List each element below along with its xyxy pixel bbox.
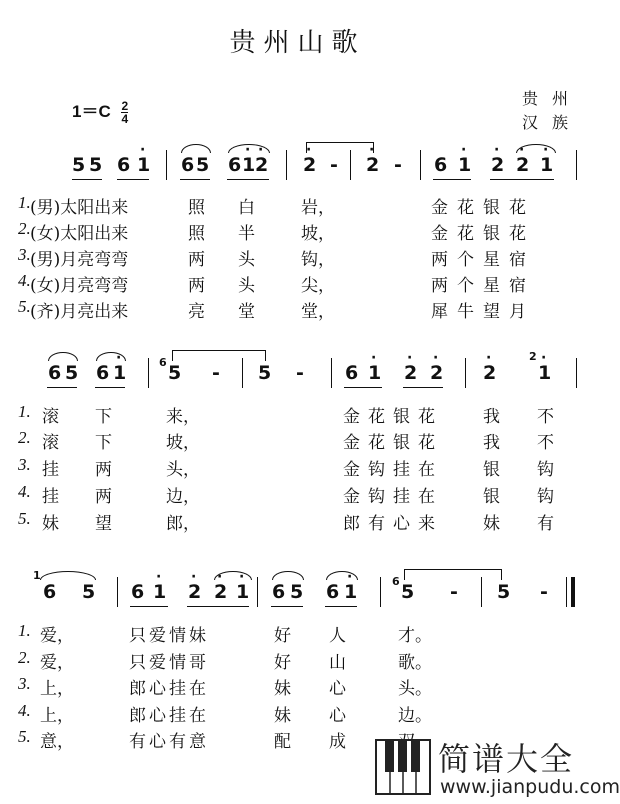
- verse-number: 4.: [18, 701, 31, 720]
- lyric: 滚: [42, 433, 59, 453]
- barline: [566, 577, 567, 607]
- lyric: 意，: [40, 732, 74, 752]
- lyric: 只爱情哥: [129, 653, 209, 673]
- lyric: 有: [537, 514, 554, 534]
- lyric: 妹: [42, 514, 59, 534]
- note: 2: [366, 154, 380, 176]
- stave-1: [0, 142, 595, 186]
- underline: [47, 387, 77, 388]
- lyric: 郎心挂在: [129, 706, 209, 726]
- lyric: 金钩挂在: [343, 487, 443, 507]
- note: -: [296, 362, 304, 384]
- tie: [172, 350, 266, 361]
- lyric: (男)月亮弯弯: [30, 250, 129, 270]
- lyric: 银: [483, 460, 500, 480]
- lyric: 照: [188, 198, 205, 218]
- grace-note: 2: [529, 350, 537, 363]
- verse-number: 3.: [18, 674, 31, 693]
- tie: [404, 569, 502, 580]
- high-dot: ·: [217, 569, 223, 585]
- lyric: 钩，: [301, 250, 335, 270]
- time-top: 2: [121, 99, 129, 114]
- verse-number: 1.: [18, 193, 31, 212]
- lyric: 金花银花: [343, 433, 443, 453]
- note: 2: [188, 581, 202, 603]
- lyric: 望: [95, 514, 112, 534]
- lyric: 照: [188, 224, 205, 244]
- lyric: 钩: [537, 487, 554, 507]
- note: 1: [242, 154, 256, 176]
- note: 2: [303, 154, 317, 176]
- verse-number: 5.: [18, 297, 31, 316]
- high-dot: ·: [486, 350, 492, 366]
- watermark-name: 简谱大全: [438, 740, 575, 778]
- high-dot: ·: [519, 142, 525, 158]
- note: 5: [89, 154, 103, 176]
- lyric: 尖，: [301, 276, 335, 296]
- high-dot: ·: [191, 569, 197, 585]
- time-signature: [121, 100, 128, 125]
- note: 2: [404, 362, 418, 384]
- piano-keys-icon: [374, 736, 434, 798]
- lyric: 金花银花: [431, 198, 535, 218]
- note: 2: [491, 154, 505, 176]
- lyric: 坡，: [301, 224, 335, 244]
- barline: [380, 577, 381, 607]
- lyric: 人: [329, 626, 346, 646]
- lyric: 不: [537, 407, 554, 427]
- lyric: 两: [95, 460, 112, 480]
- lyric: (齐)月亮出来: [30, 302, 129, 322]
- note: 1: [368, 362, 382, 384]
- barline: [576, 358, 577, 388]
- lyric: 滚: [42, 407, 59, 427]
- note: 6: [181, 154, 195, 176]
- slur: [228, 144, 270, 153]
- underline: [344, 387, 382, 388]
- lyric: 两个星宿: [431, 250, 535, 270]
- key-label: 1＝C: [72, 102, 111, 121]
- high-dot: ·: [239, 569, 245, 585]
- lyric: 成: [329, 732, 346, 752]
- underline: [187, 606, 249, 607]
- high-dot: ·: [306, 142, 312, 158]
- lyric: 头。: [398, 679, 432, 699]
- barline: [465, 358, 466, 388]
- note: 6: [434, 154, 448, 176]
- lyric: 不: [537, 433, 554, 453]
- high-dot: ·: [156, 569, 162, 585]
- lyric-line: [0, 245, 595, 271]
- verse-number: 5.: [18, 727, 31, 746]
- underline: [433, 179, 471, 180]
- lyric: 岩，: [301, 198, 335, 218]
- lyric: 头: [238, 250, 255, 270]
- note: 5: [290, 581, 304, 603]
- note: 1: [344, 581, 358, 603]
- lyric: 亮: [188, 302, 205, 322]
- high-dot: ·: [116, 350, 122, 366]
- barline: [350, 150, 351, 180]
- note: 1: [540, 154, 554, 176]
- lyric-line: [0, 482, 595, 508]
- high-dot: ·: [347, 569, 353, 585]
- lyric: 金花银花: [431, 224, 535, 244]
- lyric: (女)月亮弯弯: [30, 276, 129, 296]
- verse-number: 3.: [18, 455, 31, 474]
- origin-region: 贵州: [522, 89, 583, 108]
- high-dot: ·: [245, 142, 251, 158]
- note: 6: [96, 362, 110, 384]
- lyric: 山: [329, 653, 346, 673]
- lyric-line: [0, 402, 595, 428]
- lyric: 郎心挂在: [129, 679, 209, 699]
- note: 5: [401, 581, 415, 603]
- lyric: 两: [95, 487, 112, 507]
- lyric-line: [0, 674, 595, 700]
- note: 5: [497, 581, 511, 603]
- watermark-logo: [372, 732, 620, 804]
- note: 6: [131, 581, 145, 603]
- high-dot: ·: [369, 142, 375, 158]
- lyric: 白: [238, 198, 255, 218]
- note: -: [450, 581, 458, 603]
- lyric: 来，: [166, 407, 200, 427]
- slur: [40, 571, 96, 580]
- lyric-line: [0, 271, 595, 297]
- lyric: 只爱情妹: [129, 626, 209, 646]
- note: 5: [196, 154, 210, 176]
- lyric: 头: [238, 276, 255, 296]
- underline: [325, 606, 357, 607]
- grace-note: 6: [392, 575, 400, 588]
- underline: [490, 179, 554, 180]
- barline: [286, 150, 287, 180]
- note: 6: [345, 362, 359, 384]
- lyric: 歌。: [398, 653, 432, 673]
- high-dot: ·: [371, 350, 377, 366]
- barline: [117, 577, 118, 607]
- lyric: 半: [238, 224, 255, 244]
- lyric: 两个星宿: [431, 276, 535, 296]
- lyric: 好: [274, 653, 291, 673]
- note: 2: [430, 362, 444, 384]
- verse-number: 1.: [18, 621, 31, 640]
- note: 1: [113, 362, 127, 384]
- lyric: 边。: [398, 706, 432, 726]
- verse-number: 2.: [18, 428, 31, 447]
- tie: [306, 142, 374, 153]
- lyric-line: [0, 193, 595, 219]
- note: 5: [72, 154, 86, 176]
- lyric-line: [0, 509, 595, 535]
- lyric: 两: [188, 250, 205, 270]
- key-signature: [72, 97, 128, 125]
- lyric: 郎有心来: [343, 514, 443, 534]
- high-dot: ·: [433, 350, 439, 366]
- lyric: 上，: [40, 706, 74, 726]
- barline: [576, 150, 577, 180]
- lyric: 下: [95, 433, 112, 453]
- lyric-line: [0, 219, 595, 245]
- lyric: 爱，: [40, 626, 74, 646]
- note: 5: [65, 362, 79, 384]
- lyric-line: [0, 297, 595, 323]
- note: -: [330, 154, 338, 176]
- lyric: 犀牛望月: [431, 302, 535, 322]
- lyric: 边，: [166, 487, 200, 507]
- lyric: 下: [95, 407, 112, 427]
- lyric: (女)太阳出来: [30, 224, 129, 244]
- note: 6: [117, 154, 131, 176]
- slur: [48, 352, 78, 361]
- note: 6: [43, 581, 57, 603]
- note: 6: [48, 362, 62, 384]
- note: 2: [483, 362, 497, 384]
- lyric-line: [0, 701, 595, 727]
- lyric: 堂: [238, 302, 255, 322]
- high-dot: ·: [140, 142, 146, 158]
- high-dot: ·: [258, 142, 264, 158]
- note: -: [394, 154, 402, 176]
- note: -: [212, 362, 220, 384]
- lyric: 配: [274, 732, 291, 752]
- underline: [72, 179, 102, 180]
- lyric: 银: [483, 487, 500, 507]
- lyric-line: [0, 648, 595, 674]
- verse-number: 2.: [18, 219, 31, 238]
- lyric: 好: [274, 626, 291, 646]
- grace-note: 6: [159, 356, 167, 369]
- barline: [481, 577, 482, 607]
- lyric: 挂: [42, 460, 59, 480]
- lyric: 堂，: [301, 302, 335, 322]
- underline: [403, 387, 443, 388]
- note: 5: [82, 581, 96, 603]
- note: 2: [255, 154, 269, 176]
- time-bar: 4: [121, 112, 129, 127]
- underline: [271, 606, 303, 607]
- high-dot: ·: [494, 142, 500, 158]
- underline: [117, 179, 149, 180]
- slur: [516, 144, 556, 153]
- barline: [420, 150, 421, 180]
- lyric: 挂: [42, 487, 59, 507]
- lyric-line: [0, 621, 595, 647]
- verse-number: 3.: [18, 245, 31, 264]
- lyric: (男)太阳出来: [30, 198, 129, 218]
- lyric: 妹: [274, 706, 291, 726]
- lyric: 心: [329, 706, 346, 726]
- lyric: 上，: [40, 679, 74, 699]
- verse-number: 5.: [18, 509, 31, 528]
- verse-number: 2.: [18, 648, 31, 667]
- note: 2: [214, 581, 228, 603]
- page-title: 贵州山歌: [229, 28, 366, 58]
- lyric: 坡，: [166, 433, 200, 453]
- note: 1: [538, 362, 552, 384]
- lyric: 心: [329, 679, 346, 699]
- lyric: 钩: [537, 460, 554, 480]
- slur: [214, 571, 252, 580]
- high-dot: ·: [543, 142, 549, 158]
- underline: [227, 179, 269, 180]
- slur: [326, 571, 358, 580]
- barline: [166, 150, 167, 180]
- verse-number: 1.: [18, 402, 31, 421]
- slur: [96, 352, 126, 361]
- slur: [181, 144, 211, 153]
- lyric: 我: [483, 407, 500, 427]
- underline: [180, 179, 210, 180]
- lyric: 郎，: [166, 514, 200, 534]
- note: 6: [326, 581, 340, 603]
- watermark-url: www.jianpudu.com: [440, 776, 620, 798]
- high-dot: ·: [407, 350, 413, 366]
- lyric: 才。: [398, 626, 432, 646]
- verse-number: 4.: [18, 482, 31, 501]
- lyric: 妹: [274, 679, 291, 699]
- note: -: [540, 581, 548, 603]
- lyric: 头，: [166, 460, 200, 480]
- lyric-line: [0, 455, 595, 481]
- note: 5: [258, 362, 272, 384]
- lyric: 金钩挂在: [343, 460, 443, 480]
- verse-number: 4.: [18, 271, 31, 290]
- grace-note: 1: [33, 569, 41, 582]
- note: 1: [153, 581, 167, 603]
- high-dot: ·: [541, 350, 547, 366]
- note: 5: [168, 362, 182, 384]
- stave-3: [0, 569, 595, 613]
- lyric: 我: [483, 433, 500, 453]
- lyric: 金花银花: [343, 407, 443, 427]
- note: 1: [137, 154, 151, 176]
- note: 6: [272, 581, 286, 603]
- barline: [148, 358, 149, 388]
- lyric: 有心有意: [129, 732, 209, 752]
- stave-2: [0, 350, 595, 394]
- note: 1: [236, 581, 250, 603]
- barline: [257, 577, 258, 607]
- underline: [130, 606, 168, 607]
- note: 1: [458, 154, 472, 176]
- barline: [331, 358, 332, 388]
- final-barline: [571, 577, 575, 607]
- barline: [242, 358, 243, 388]
- note: 2: [516, 154, 530, 176]
- lyric: 爱，: [40, 653, 74, 673]
- lyric: 妹: [483, 514, 500, 534]
- high-dot: ·: [461, 142, 467, 158]
- underline: [95, 387, 125, 388]
- slur: [272, 571, 304, 580]
- origin-ethnicity: 汉族: [522, 113, 583, 132]
- lyric: 两: [188, 276, 205, 296]
- lyric-line: [0, 428, 595, 454]
- note: 6: [228, 154, 242, 176]
